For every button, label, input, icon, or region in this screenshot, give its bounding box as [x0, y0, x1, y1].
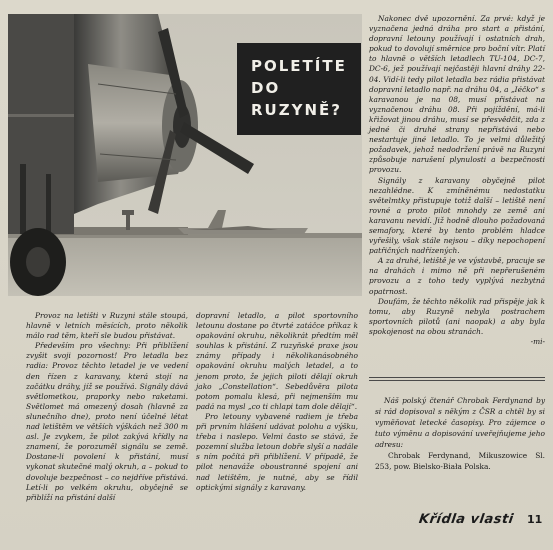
author-signature: -mi-	[530, 337, 545, 346]
article-title-line1: POLETÍTE	[251, 57, 347, 76]
article-column-right	[369, 14, 545, 347]
magazine-brand: Křídla vlasti	[417, 512, 515, 527]
paragraph: Především pro všechny: Při přiblížení zvyšit svoji pozornost! Pro letadla bez radia: Provoz těchto letadel je ve vedení den řízen z karavany, která stojí na začátku dráhy, jíž se používá. Signály dává světlometkou, praporky nebo raketami. Světlomet má omezený dosah (hlavně za slunečního dne), proto není účelné létat nad letištěm ve větších výškách než 300 m asl. Je zvykem, že pilot zakývá křídly na znamení, že porozuměl signálu se země. Dostane-li povolení k přistání, musí vykonat skutečné malý okruh, a – pokud to dovoluje bezpečnost – co nejdříve přistává. Letí-li po velkém okruhu, obyčejně se přiblíží na přistání další	[26, 341, 188, 502]
page-number: 11	[527, 513, 543, 526]
article-column-middle	[196, 311, 358, 493]
article-title-line2: DO RUZYNĚ?	[251, 79, 342, 119]
paragraph: Náš polský čtenář Chrobak Ferdynand by si rád dopisoval s někým z ČSR a chtěl by si vyměňovat letecké časopisy. Pro zájemce o tuto výměnu a dopisování uveřejňujeme jeho adresu:	[375, 396, 545, 449]
paragraph: Provoz na letišti v Ruzyni stále stoupá, hlavně v letních měsících, proto několik málo rad těm, kteří sle budou přistávat.	[26, 311, 188, 341]
paragraph: Nakonec dvě upozornění. Za prvé: když je vyznačena jedná dráha pro start a přistání, dopravní letouny používají i ostatních drah, pokud to dovolují směrnice pro boční vítr. Platí to hlavně o větších letadlech TU-104, DC-7, DC-6, jež používají nejčastěji hlavní dráhy 22-04. Vidí-li tedy pilot letadla bez rádia přistávat dopravní letadlo např. na dráhu 04, a „Iéčko“ s karavanou je na 08, musí přistávat na vyznačenou dráhu 08. Při pojíždění, má-li křižovat jinou dráhu, musí se přesvědčit, zda z jedné či druhé strany nepřistává nebo nestartuje jiné letadlo. To je velmi důležitý požadavek, jehož nedodržení právě na Ruzyni způsobuje narušení plynulosti a bezpečnosti provozu.	[369, 14, 545, 175]
reader-letter-notice	[375, 395, 545, 472]
divider-rule	[369, 380, 545, 381]
paragraph: A za druhé, letiště je ve výstavbě, pracuje se na drahách i mimo ně při nepřerušeném provozu a z toho tedy vyplývá nezbytná opatrnost.	[369, 256, 545, 296]
article-title-box	[237, 43, 361, 135]
address-text: Chrobak Ferdynand, Mikuszowice Sl. 253, pow. Bielsko-Biała Polska.	[375, 451, 545, 471]
pen-pal-address	[375, 450, 545, 472]
paragraph: Signály z karavany obyčejně pilot nezahlédne. K zmíněnému nedostatku světelmtky přistupuje totiž další – letiště není rovné a proto pilot mnohdy ze země ani karavanu nevidí. Již hodně dlouho požadovaná semafory, které by tento problém hladce vyřešily, však stále nejsou – díky nepochopení patřičných nadřízených.	[369, 175, 545, 256]
paragraph: dopravní letadlo, a pilot sportovního letounu dostane po čtvrté zatáčce příkaz k opakování okruhu, několikrát předtím měl souhlas k přistání. Z ruzyňské praxe jsou známy případy i několikanásobného opakování okruhu malých letadel, a to jenom proto, že jejich piloti dělají okruh jako „Constellation“. Sebedůvěra pilota potom pomalu klesá, při nejmenším mu padá na mysl „co ti chlapi tam dole dělají“.	[196, 311, 358, 411]
article-column-left	[26, 311, 188, 503]
paragraph: Doufám, že těchto několik rad přispěje jak k tomu, aby Ruzyně nebyla postrachem sportovních pilotů (ani naopak) a aby byla spokojenost na obou stranách.	[369, 296, 545, 336]
paragraph: Pro letouny vybavené radiem je třeba při prvním hlášení udávat polohu a výšku, třeba i naslepo. Velmi často se stává, že pozemní služba letoun dobře slyší a nadále s ním počítá při přiblížení. V případě, že pilot nenaváže oboustranné spojení ani nad letištěm, je nutné, aby se řídil optickými signály z karavany.	[196, 411, 358, 492]
divider-rule	[369, 377, 545, 378]
